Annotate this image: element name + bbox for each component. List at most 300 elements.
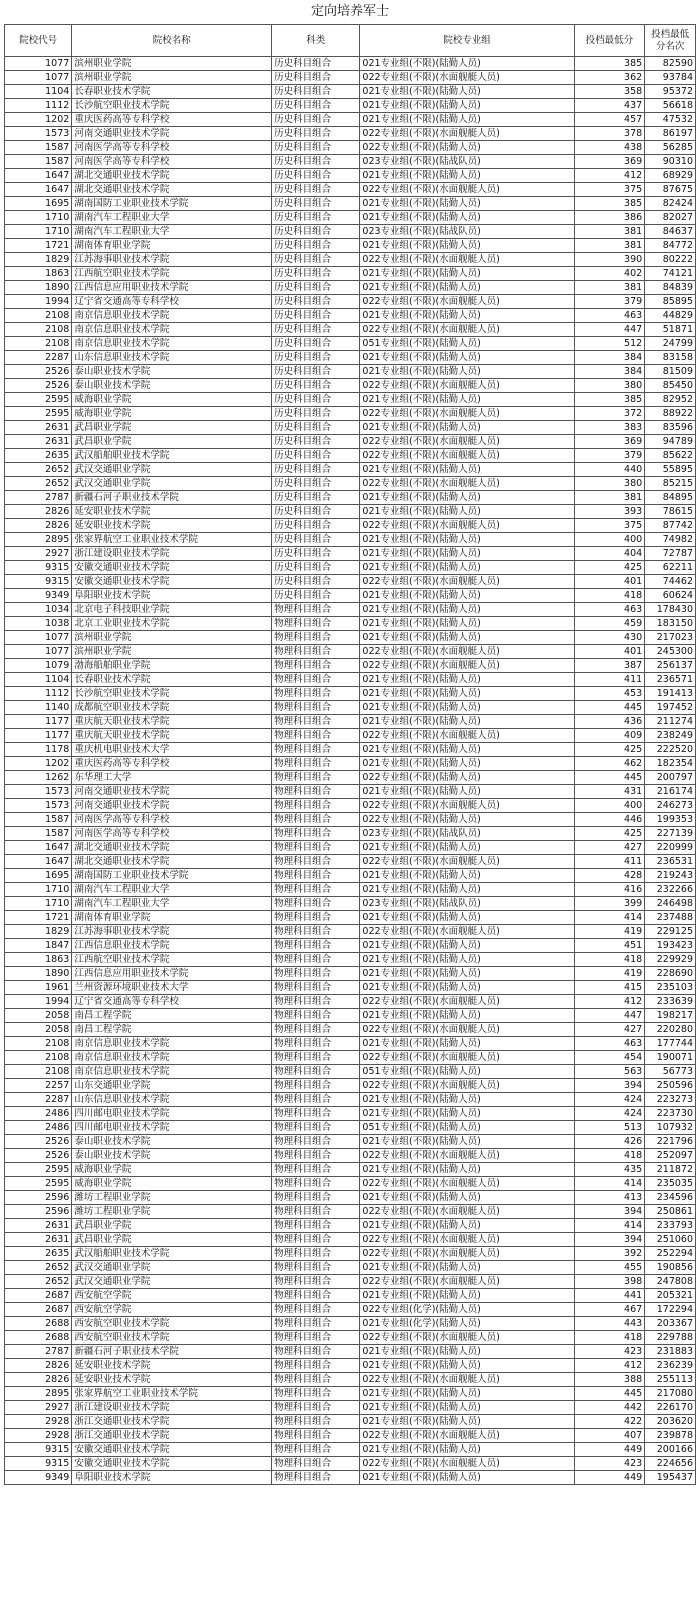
cell-group: 021专业组(不限)(陆勤人员) bbox=[360, 1107, 574, 1121]
cell-school: 湖北交通职业技术学院 bbox=[72, 841, 272, 855]
table-row bbox=[5, 505, 696, 519]
cell-score: 400 bbox=[574, 799, 645, 813]
cell-rank: 223273 bbox=[645, 1093, 696, 1107]
cell-school: 湖南汽车工程职业大学 bbox=[72, 211, 272, 225]
cell-score: 563 bbox=[574, 1065, 645, 1079]
cell-rank: 56618 bbox=[645, 99, 696, 113]
cell-subject: 物理科目组合 bbox=[272, 673, 360, 687]
cell-rank: 222520 bbox=[645, 743, 696, 757]
cell-subject: 物理科目组合 bbox=[272, 1079, 360, 1093]
cell-code: 2486 bbox=[5, 1121, 72, 1135]
cell-group: 051专业组(不限)(陆勤人员) bbox=[360, 337, 574, 351]
cell-subject: 物理科目组合 bbox=[272, 981, 360, 995]
cell-group: 021专业组(不限)(陆勤人员) bbox=[360, 1135, 574, 1149]
table-row bbox=[5, 869, 696, 883]
cell-rank: 78615 bbox=[645, 505, 696, 519]
table-row bbox=[5, 1359, 696, 1373]
cell-rank: 85450 bbox=[645, 379, 696, 393]
cell-score: 418 bbox=[574, 953, 645, 967]
cell-subject: 历史科目组合 bbox=[272, 57, 360, 71]
cell-code: 2526 bbox=[5, 365, 72, 379]
cell-rank: 229125 bbox=[645, 925, 696, 939]
cell-score: 394 bbox=[574, 1079, 645, 1093]
cell-group: 022专业组(化学)(陆勤人员) bbox=[360, 1303, 574, 1317]
cell-score: 358 bbox=[574, 85, 645, 99]
table-row bbox=[5, 393, 696, 407]
cell-rank: 223730 bbox=[645, 1107, 696, 1121]
table-row bbox=[5, 1079, 696, 1093]
cell-score: 463 bbox=[574, 603, 645, 617]
cell-rank: 233793 bbox=[645, 1219, 696, 1233]
cell-school: 湖北交通职业技术学院 bbox=[72, 855, 272, 869]
table-row bbox=[5, 85, 696, 99]
cell-subject: 历史科目组合 bbox=[272, 127, 360, 141]
cell-subject: 物理科目组合 bbox=[272, 1247, 360, 1261]
cell-school: 山东交通职业学院 bbox=[72, 1079, 272, 1093]
table-row bbox=[5, 561, 696, 575]
cell-group: 021专业组(不限)(陆勤人员) bbox=[360, 1387, 574, 1401]
cell-code: 1202 bbox=[5, 113, 72, 127]
table-row bbox=[5, 743, 696, 757]
cell-rank: 252097 bbox=[645, 1149, 696, 1163]
cell-score: 372 bbox=[574, 407, 645, 421]
cell-code: 1178 bbox=[5, 743, 72, 757]
cell-score: 449 bbox=[574, 1471, 645, 1485]
table-row bbox=[5, 267, 696, 281]
cell-rank: 217080 bbox=[645, 1387, 696, 1401]
table-row bbox=[5, 169, 696, 183]
table-row bbox=[5, 547, 696, 561]
cell-group: 023专业组(不限)(陆战队员) bbox=[360, 897, 574, 911]
cell-code: 9315 bbox=[5, 1457, 72, 1471]
cell-code: 1034 bbox=[5, 603, 72, 617]
cell-school: 南昌工程学院 bbox=[72, 1023, 272, 1037]
cell-subject: 物理科目组合 bbox=[272, 911, 360, 925]
cell-score: 375 bbox=[574, 519, 645, 533]
cell-score: 447 bbox=[574, 323, 645, 337]
cell-subject: 物理科目组合 bbox=[272, 841, 360, 855]
table-row bbox=[5, 645, 696, 659]
cell-subject: 物理科目组合 bbox=[272, 967, 360, 981]
cell-code: 2596 bbox=[5, 1205, 72, 1219]
cell-subject: 历史科目组合 bbox=[272, 379, 360, 393]
cell-group: 022专业组(不限)(水面舰艇人员) bbox=[360, 1149, 574, 1163]
table-row bbox=[5, 1373, 696, 1387]
cell-code: 2631 bbox=[5, 435, 72, 449]
table-row bbox=[5, 827, 696, 841]
cell-subject: 历史科目组合 bbox=[272, 323, 360, 337]
cell-school: 武汉交通职业学院 bbox=[72, 1275, 272, 1289]
cell-rank: 107932 bbox=[645, 1121, 696, 1135]
table-row bbox=[5, 1471, 696, 1485]
cell-score: 402 bbox=[574, 267, 645, 281]
table-row bbox=[5, 309, 696, 323]
table-row bbox=[5, 449, 696, 463]
cell-school: 四川邮电职业技术学院 bbox=[72, 1121, 272, 1135]
cell-school: 湖南汽车工程职业大学 bbox=[72, 883, 272, 897]
cell-rank: 95372 bbox=[645, 85, 696, 99]
cell-group: 021专业组(不限)(陆勤人员) bbox=[360, 1009, 574, 1023]
cell-score: 418 bbox=[574, 1331, 645, 1345]
cell-group: 022专业组(不限)(水面舰艇人员) bbox=[360, 1023, 574, 1037]
cell-code: 1994 bbox=[5, 295, 72, 309]
cell-school: 威海职业学院 bbox=[72, 393, 272, 407]
cell-subject: 物理科目组合 bbox=[272, 827, 360, 841]
cell-school: 浙江交通职业技术学院 bbox=[72, 1415, 272, 1429]
table-row bbox=[5, 757, 696, 771]
cell-rank: 190071 bbox=[645, 1051, 696, 1065]
cell-subject: 物理科目组合 bbox=[272, 757, 360, 771]
cell-code: 9349 bbox=[5, 1471, 72, 1485]
cell-group: 023专业组(不限)(陆战队员) bbox=[360, 225, 574, 239]
cell-rank: 87742 bbox=[645, 519, 696, 533]
cell-rank: 199353 bbox=[645, 813, 696, 827]
cell-rank: 234596 bbox=[645, 1191, 696, 1205]
cell-rank: 221796 bbox=[645, 1135, 696, 1149]
cell-subject: 物理科目组合 bbox=[272, 897, 360, 911]
cell-school: 武汉船舶职业技术学院 bbox=[72, 1247, 272, 1261]
cell-subject: 历史科目组合 bbox=[272, 309, 360, 323]
cell-group: 021专业组(不限)(陆勤人员) bbox=[360, 491, 574, 505]
cell-school: 武昌职业学院 bbox=[72, 1233, 272, 1247]
cell-group: 022专业组(不限)(水面舰艇人员) bbox=[360, 183, 574, 197]
cell-score: 443 bbox=[574, 1317, 645, 1331]
cell-subject: 历史科目组合 bbox=[272, 435, 360, 449]
table-row bbox=[5, 1331, 696, 1345]
header-rank: 投档最低分名次 bbox=[645, 25, 696, 57]
cell-subject: 物理科目组合 bbox=[272, 1149, 360, 1163]
cell-school: 河南医学高等专科学校 bbox=[72, 813, 272, 827]
table-row bbox=[5, 295, 696, 309]
table-row bbox=[5, 519, 696, 533]
cell-code: 1177 bbox=[5, 729, 72, 743]
table-row bbox=[5, 183, 696, 197]
cell-subject: 物理科目组合 bbox=[272, 1457, 360, 1471]
cell-rank: 229929 bbox=[645, 953, 696, 967]
table-row bbox=[5, 925, 696, 939]
cell-rank: 236239 bbox=[645, 1359, 696, 1373]
cell-code: 1587 bbox=[5, 155, 72, 169]
cell-school: 北京电子科技职业学院 bbox=[72, 603, 272, 617]
cell-code: 1710 bbox=[5, 897, 72, 911]
table-row bbox=[5, 435, 696, 449]
cell-group: 022专业组(不限)(水面舰艇人员) bbox=[360, 253, 574, 267]
cell-school: 滨州职业学院 bbox=[72, 71, 272, 85]
table-row bbox=[5, 939, 696, 953]
cell-rank: 90310 bbox=[645, 155, 696, 169]
cell-school: 浙江交通职业技术学院 bbox=[72, 1429, 272, 1443]
cell-code: 2826 bbox=[5, 505, 72, 519]
cell-school: 安徽交通职业技术学院 bbox=[72, 575, 272, 589]
cell-subject: 物理科目组合 bbox=[272, 1359, 360, 1373]
cell-subject: 物理科目组合 bbox=[272, 1345, 360, 1359]
cell-group: 021专业组(不限)(陆勤人员) bbox=[360, 1345, 574, 1359]
cell-school: 武汉交通职业学院 bbox=[72, 1261, 272, 1275]
cell-subject: 物理科目组合 bbox=[272, 1009, 360, 1023]
cell-school: 江西信息职业技术学院 bbox=[72, 939, 272, 953]
table-row bbox=[5, 1023, 696, 1037]
cell-school: 滨州职业学院 bbox=[72, 645, 272, 659]
cell-school: 威海职业学院 bbox=[72, 1177, 272, 1191]
cell-subject: 物理科目组合 bbox=[272, 1303, 360, 1317]
cell-code: 1710 bbox=[5, 883, 72, 897]
cell-score: 440 bbox=[574, 463, 645, 477]
cell-code: 1961 bbox=[5, 981, 72, 995]
cell-school: 阜阳职业技术学院 bbox=[72, 589, 272, 603]
cell-subject: 历史科目组合 bbox=[272, 99, 360, 113]
cell-school: 长沙航空职业技术学院 bbox=[72, 99, 272, 113]
table-row bbox=[5, 841, 696, 855]
cell-school: 延安职业技术学院 bbox=[72, 1373, 272, 1387]
cell-code: 1863 bbox=[5, 267, 72, 281]
table-body bbox=[5, 57, 696, 1485]
cell-school: 武汉交通职业学院 bbox=[72, 463, 272, 477]
cell-score: 412 bbox=[574, 1359, 645, 1373]
cell-score: 380 bbox=[574, 477, 645, 491]
cell-school: 南京信息职业技术学院 bbox=[72, 323, 272, 337]
cell-school: 泰山职业技术学院 bbox=[72, 379, 272, 393]
cell-group: 021专业组(不限)(陆勤人员) bbox=[360, 869, 574, 883]
cell-school: 长沙航空职业技术学院 bbox=[72, 687, 272, 701]
cell-rank: 60624 bbox=[645, 589, 696, 603]
table-row bbox=[5, 463, 696, 477]
cell-score: 463 bbox=[574, 309, 645, 323]
cell-subject: 历史科目组合 bbox=[272, 505, 360, 519]
cell-rank: 74982 bbox=[645, 533, 696, 547]
cell-group: 022专业组(不限)(水面舰艇人员) bbox=[360, 1233, 574, 1247]
table-row bbox=[5, 1219, 696, 1233]
table-row bbox=[5, 1303, 696, 1317]
cell-subject: 物理科目组合 bbox=[272, 939, 360, 953]
cell-group: 023专业组(不限)(陆战队员) bbox=[360, 827, 574, 841]
cell-score: 388 bbox=[574, 1373, 645, 1387]
cell-code: 1140 bbox=[5, 701, 72, 715]
cell-score: 431 bbox=[574, 785, 645, 799]
cell-subject: 物理科目组合 bbox=[272, 1093, 360, 1107]
cell-group: 021专业组(不限)(陆勤人员) bbox=[360, 365, 574, 379]
cell-score: 384 bbox=[574, 365, 645, 379]
cell-subject: 物理科目组合 bbox=[272, 603, 360, 617]
cell-rank: 233639 bbox=[645, 995, 696, 1009]
cell-school: 河南医学高等专科学校 bbox=[72, 827, 272, 841]
table-row bbox=[5, 1387, 696, 1401]
cell-code: 2108 bbox=[5, 309, 72, 323]
cell-subject: 历史科目组合 bbox=[272, 477, 360, 491]
cell-rank: 197452 bbox=[645, 701, 696, 715]
cell-school: 南京信息职业技术学院 bbox=[72, 309, 272, 323]
table-row bbox=[5, 323, 696, 337]
cell-rank: 200797 bbox=[645, 771, 696, 785]
cell-score: 445 bbox=[574, 1387, 645, 1401]
cell-group: 021专业组(不限)(陆勤人员) bbox=[360, 281, 574, 295]
cell-school: 重庆航天职业技术学院 bbox=[72, 729, 272, 743]
cell-rank: 203620 bbox=[645, 1415, 696, 1429]
cell-group: 021专业组(不限)(陆勤人员) bbox=[360, 1037, 574, 1051]
cell-group: 021专业组(不限)(陆勤人员) bbox=[360, 1289, 574, 1303]
cell-rank: 220999 bbox=[645, 841, 696, 855]
cell-subject: 物理科目组合 bbox=[272, 1135, 360, 1149]
table-row bbox=[5, 1205, 696, 1219]
cell-school: 湖南体育职业学院 bbox=[72, 911, 272, 925]
cell-group: 021专业组(不限)(陆勤人员) bbox=[360, 267, 574, 281]
cell-school: 河南医学高等专科学校 bbox=[72, 155, 272, 169]
cell-group: 021专业组(化学)(陆勤人员) bbox=[360, 1317, 574, 1331]
cell-code: 1077 bbox=[5, 57, 72, 71]
cell-subject: 历史科目组合 bbox=[272, 463, 360, 477]
cell-group: 022专业组(不限)(水面舰艇人员) bbox=[360, 1429, 574, 1443]
table-row bbox=[5, 1191, 696, 1205]
cell-score: 447 bbox=[574, 1009, 645, 1023]
cell-subject: 历史科目组合 bbox=[272, 225, 360, 239]
cell-score: 418 bbox=[574, 1149, 645, 1163]
cell-group: 021专业组(不限)(陆勤人员) bbox=[360, 631, 574, 645]
cell-score: 411 bbox=[574, 855, 645, 869]
cell-code: 1038 bbox=[5, 617, 72, 631]
cell-code: 1104 bbox=[5, 673, 72, 687]
cell-code: 1721 bbox=[5, 911, 72, 925]
cell-school: 武昌职业学院 bbox=[72, 421, 272, 435]
cell-code: 2631 bbox=[5, 1219, 72, 1233]
cell-code: 1829 bbox=[5, 925, 72, 939]
table-row bbox=[5, 1177, 696, 1191]
cell-rank: 44829 bbox=[645, 309, 696, 323]
cell-group: 021专业组(不限)(陆勤人员) bbox=[360, 1261, 574, 1275]
table-row bbox=[5, 575, 696, 589]
cell-score: 437 bbox=[574, 99, 645, 113]
cell-code: 1863 bbox=[5, 953, 72, 967]
cell-group: 021专业组(不限)(陆勤人员) bbox=[360, 309, 574, 323]
cell-rank: 55895 bbox=[645, 463, 696, 477]
cell-score: 409 bbox=[574, 729, 645, 743]
cell-score: 379 bbox=[574, 295, 645, 309]
cell-code: 1077 bbox=[5, 645, 72, 659]
cell-school: 湖北交通职业技术学院 bbox=[72, 183, 272, 197]
cell-code: 2631 bbox=[5, 421, 72, 435]
cell-rank: 82590 bbox=[645, 57, 696, 71]
table-row bbox=[5, 351, 696, 365]
cell-subject: 物理科目组合 bbox=[272, 855, 360, 869]
cell-school: 重庆机电职业技术大学 bbox=[72, 743, 272, 757]
cell-school: 重庆医药高等专科学校 bbox=[72, 113, 272, 127]
cell-school: 山东信息职业技术学院 bbox=[72, 351, 272, 365]
cell-subject: 物理科目组合 bbox=[272, 799, 360, 813]
cell-school: 浙江建设职业技术学院 bbox=[72, 547, 272, 561]
cell-code: 2787 bbox=[5, 491, 72, 505]
cell-rank: 219243 bbox=[645, 869, 696, 883]
cell-group: 021专业组(不限)(陆勤人员) bbox=[360, 883, 574, 897]
cell-score: 383 bbox=[574, 421, 645, 435]
cell-rank: 232266 bbox=[645, 883, 696, 897]
cell-rank: 227139 bbox=[645, 827, 696, 841]
cell-school: 滨州职业学院 bbox=[72, 631, 272, 645]
cell-code: 2688 bbox=[5, 1317, 72, 1331]
table-row bbox=[5, 687, 696, 701]
cell-rank: 51871 bbox=[645, 323, 696, 337]
table-row bbox=[5, 1149, 696, 1163]
cell-rank: 247808 bbox=[645, 1275, 696, 1289]
cell-school: 山东信息职业技术学院 bbox=[72, 1093, 272, 1107]
cell-group: 021专业组(不限)(陆勤人员) bbox=[360, 953, 574, 967]
cell-rank: 193423 bbox=[645, 939, 696, 953]
cell-score: 459 bbox=[574, 617, 645, 631]
cell-rank: 182354 bbox=[645, 757, 696, 771]
cell-rank: 229788 bbox=[645, 1331, 696, 1345]
cell-code: 2826 bbox=[5, 1373, 72, 1387]
table-row bbox=[5, 155, 696, 169]
cell-rank: 191413 bbox=[645, 687, 696, 701]
cell-rank: 85622 bbox=[645, 449, 696, 463]
cell-code: 1695 bbox=[5, 197, 72, 211]
cell-subject: 物理科目组合 bbox=[272, 1275, 360, 1289]
header-score: 投档最低分 bbox=[574, 25, 645, 57]
cell-school: 威海职业学院 bbox=[72, 1163, 272, 1177]
cell-rank: 238249 bbox=[645, 729, 696, 743]
admission-table bbox=[4, 24, 696, 1485]
cell-group: 022专业组(不限)(水面舰艇人员) bbox=[360, 925, 574, 939]
cell-code: 2928 bbox=[5, 1429, 72, 1443]
cell-school: 西安航空学院 bbox=[72, 1303, 272, 1317]
cell-rank: 198217 bbox=[645, 1009, 696, 1023]
cell-school: 四川邮电职业技术学院 bbox=[72, 1107, 272, 1121]
table-row bbox=[5, 897, 696, 911]
cell-subject: 历史科目组合 bbox=[272, 155, 360, 169]
cell-score: 381 bbox=[574, 491, 645, 505]
cell-code: 2526 bbox=[5, 1135, 72, 1149]
cell-code: 9315 bbox=[5, 1443, 72, 1457]
cell-code: 2486 bbox=[5, 1107, 72, 1121]
cell-school: 安徽交通职业技术学院 bbox=[72, 1457, 272, 1471]
cell-score: 393 bbox=[574, 505, 645, 519]
cell-subject: 物理科目组合 bbox=[272, 1261, 360, 1275]
cell-subject: 物理科目组合 bbox=[272, 925, 360, 939]
table-row bbox=[5, 883, 696, 897]
cell-score: 400 bbox=[574, 533, 645, 547]
cell-code: 2287 bbox=[5, 351, 72, 365]
cell-group: 022专业组(不限)(水面舰艇人员) bbox=[360, 575, 574, 589]
table-row bbox=[5, 1093, 696, 1107]
table-row bbox=[5, 127, 696, 141]
table-row bbox=[5, 1443, 696, 1457]
cell-group: 022专业组(不限)(水面舰艇人员) bbox=[360, 519, 574, 533]
cell-group: 021专业组(不限)(陆勤人员) bbox=[360, 1471, 574, 1485]
cell-school: 西安航空职业技术学院 bbox=[72, 1317, 272, 1331]
cell-score: 381 bbox=[574, 239, 645, 253]
cell-subject: 历史科目组合 bbox=[272, 211, 360, 225]
cell-subject: 物理科目组合 bbox=[272, 1471, 360, 1485]
cell-code: 2595 bbox=[5, 1163, 72, 1177]
cell-group: 022专业组(不限)(水面舰艇人员) bbox=[360, 1331, 574, 1345]
cell-group: 022专业组(不限)(陆勤人员) bbox=[360, 813, 574, 827]
cell-code: 2526 bbox=[5, 379, 72, 393]
cell-score: 422 bbox=[574, 1415, 645, 1429]
cell-code: 2595 bbox=[5, 393, 72, 407]
table-row bbox=[5, 1415, 696, 1429]
cell-subject: 历史科目组合 bbox=[272, 519, 360, 533]
table-row bbox=[5, 813, 696, 827]
cell-rank: 226170 bbox=[645, 1401, 696, 1415]
cell-group: 021专业组(不限)(陆勤人员) bbox=[360, 463, 574, 477]
cell-group: 022专业组(不限)(水面舰艇人员) bbox=[360, 1373, 574, 1387]
cell-subject: 历史科目组合 bbox=[272, 575, 360, 589]
cell-score: 369 bbox=[574, 435, 645, 449]
cell-code: 1847 bbox=[5, 939, 72, 953]
cell-subject: 历史科目组合 bbox=[272, 253, 360, 267]
cell-score: 381 bbox=[574, 225, 645, 239]
cell-rank: 68929 bbox=[645, 169, 696, 183]
table-row bbox=[5, 281, 696, 295]
cell-rank: 217023 bbox=[645, 631, 696, 645]
cell-school: 河南医学高等专科学校 bbox=[72, 141, 272, 155]
